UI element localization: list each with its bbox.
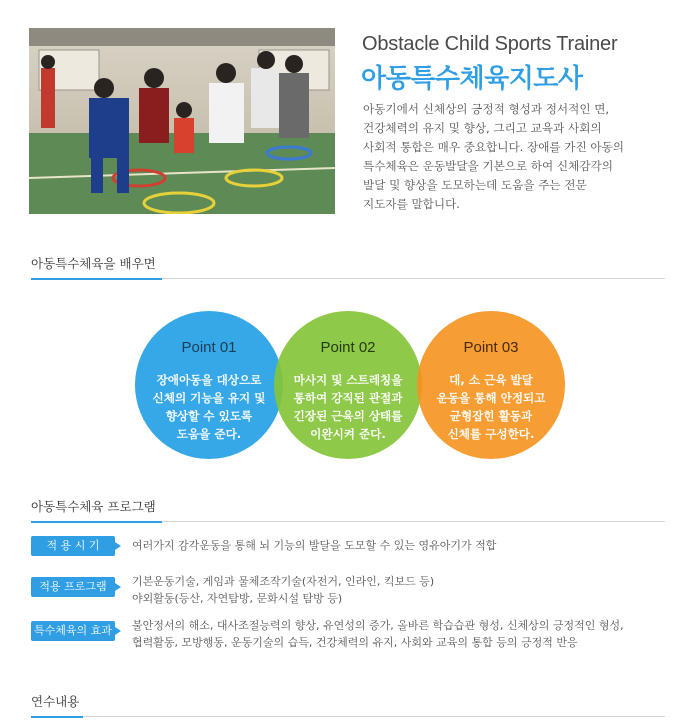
point-line: 장애아동을 대상으로 xyxy=(156,373,262,387)
section-heading-text: 아동특수체육 프로그램 xyxy=(31,499,156,514)
point-line: 통하여 강직된 관절과 xyxy=(293,391,403,405)
point-title: Point 02 xyxy=(320,339,376,356)
point-01-circle xyxy=(135,311,283,459)
point-title: Point 01 xyxy=(181,339,237,356)
point-line: 긴장된 근육의 상태를 xyxy=(293,409,403,423)
point-line: 대, 소 근육 발달 xyxy=(449,373,533,387)
intro-text xyxy=(363,100,663,214)
point-03-circle xyxy=(417,311,565,459)
intro-line: 사회적 통합은 매우 중요합니다. 장애를 가진 아동의 xyxy=(363,140,624,154)
badge-application-period: 적 용 시 기 xyxy=(31,536,115,556)
section-heading-learn xyxy=(31,254,665,279)
badge-application-program: 적용 프로그램 xyxy=(31,577,115,597)
point-line: 신체를 구성한다. xyxy=(447,427,535,441)
title-english: Obstacle Child Sports Trainer xyxy=(362,33,618,55)
row-line: 기본운동기술, 게임과 물체조작기술(자전거, 인라인, 킥보드 등) xyxy=(132,575,435,588)
section-heading-underline xyxy=(31,521,162,523)
row-text-effects xyxy=(132,617,672,651)
point-title: Point 03 xyxy=(463,339,519,356)
point-02-circle xyxy=(274,311,422,459)
row-line: 불안정서의 해소, 대사조절능력의 향상, 유연성의 증가, 올바른 학습습관 형성, 신체상의 긍정적인 형성, xyxy=(132,619,624,632)
point-line: 마사지 및 스트레칭을 xyxy=(293,373,403,387)
row-line: 협력활동, 모방행동, 운동기술의 습득, 건강체력의 유지, 사회와 교육의 통합 등의 긍정적 반응 xyxy=(132,636,578,649)
row-line: 여러가지 감각운동을 통해 뇌 기능의 발달을 도모할 수 있는 영유아기가 적합 xyxy=(132,539,497,552)
section-heading-underline xyxy=(31,716,83,718)
section-heading-underline xyxy=(31,278,162,280)
intro-line: 건강체력의 유지 및 향상, 그리고 교육과 사회의 xyxy=(363,121,602,135)
point-description xyxy=(427,371,555,443)
row-line: 야외활동(등산, 자연탐방, 문화시설 탐방 등) xyxy=(132,592,343,605)
point-line: 신체의 기능을 유지 및 xyxy=(152,391,266,405)
section-heading-program xyxy=(31,497,665,522)
point-description xyxy=(145,371,273,443)
point-line: 운동을 통해 안정되고 xyxy=(436,391,546,405)
point-line: 균형잡힌 활동과 xyxy=(449,409,533,423)
row-text-application-period xyxy=(132,537,672,554)
hero-photo xyxy=(29,28,335,214)
row-text-application-program xyxy=(132,573,672,607)
section-heading-text: 아동특수체육을 배우면 xyxy=(31,256,156,271)
intro-line: 지도자를 말합니다. xyxy=(363,197,460,211)
section-heading-training xyxy=(31,692,665,717)
point-description xyxy=(284,371,412,443)
intro-line: 특수체육은 운동발달을 기본으로 하여 신체감각의 xyxy=(363,159,613,173)
section-heading-text: 연수내용 xyxy=(31,694,80,709)
badge-effects: 특수체육의 효과 xyxy=(31,621,115,641)
intro-line: 발달 및 향상을 도모하는데 도움을 주는 전문 xyxy=(363,178,587,192)
point-line: 도움을 준다. xyxy=(176,427,242,441)
intro-line: 아동기에서 신체상의 긍정적 형성과 정서적인 면, xyxy=(363,102,610,116)
title-korean: 아동특수체육지도사 xyxy=(361,64,583,94)
point-line: 이완시켜 준다. xyxy=(310,427,386,441)
point-line: 향상할 수 있도록 xyxy=(165,409,253,423)
